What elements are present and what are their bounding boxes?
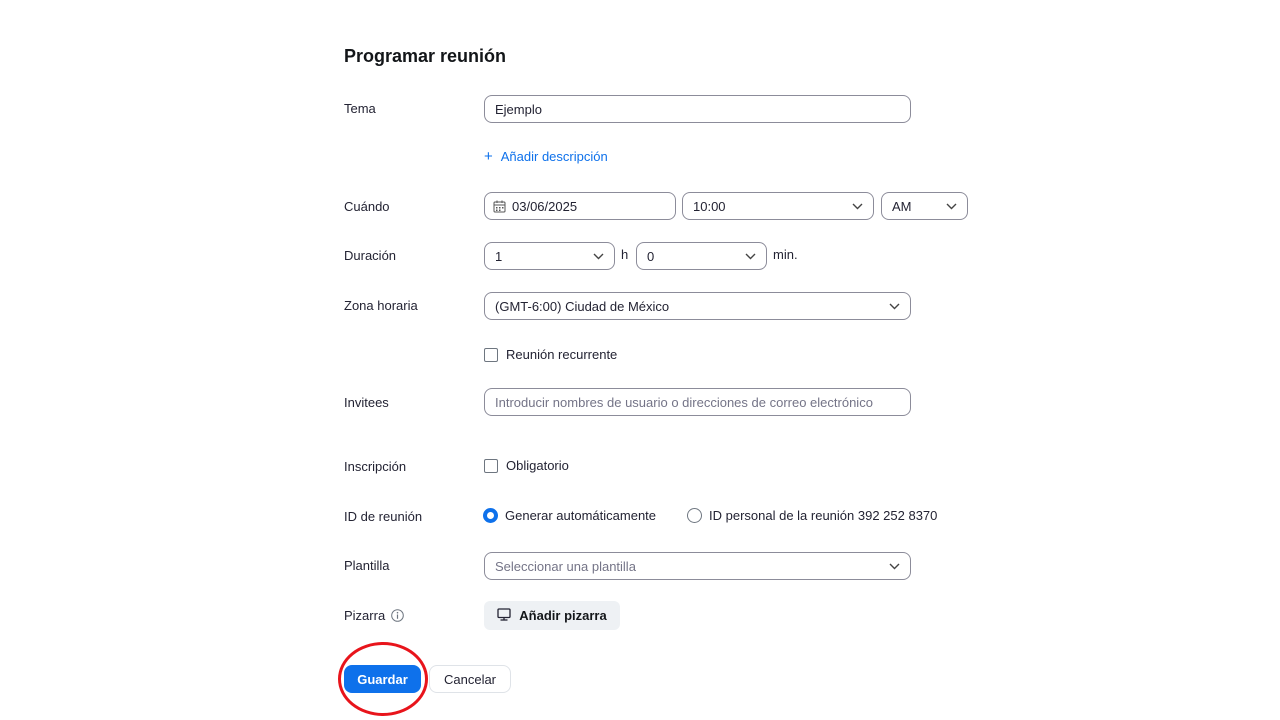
chevron-down-icon [945,200,957,212]
date-picker[interactable] [484,192,676,220]
registration-required-checkbox[interactable] [484,458,569,473]
invitees-placeholder: Introducir nombres de usuario o direcciones de correo electrónico [495,394,873,410]
topic-label: Tema [344,101,376,116]
minutes-unit: min. [773,247,798,262]
info-icon[interactable] [391,609,404,622]
add-description-label: Añadir descripción [500,149,608,164]
meeting-id-auto-label: Generar automáticamente [505,508,657,523]
invitees-input[interactable] [484,388,911,416]
duration-hours-value: 1 [495,248,503,264]
save-button[interactable]: Guardar [344,665,421,693]
whiteboard-label: Pizarra [344,608,386,623]
checkbox-box[interactable] [484,348,498,362]
add-whiteboard-button[interactable] [484,601,620,630]
template-label: Plantilla [344,558,390,573]
ampm-select[interactable] [881,192,968,220]
plus-icon: + [484,148,493,165]
radio-selected-icon[interactable] [483,508,498,523]
recurring-meeting-checkbox[interactable] [484,347,617,362]
add-description-link[interactable] [484,149,608,164]
when-label: Cuándo [344,199,390,214]
add-whiteboard-label: Añadir pizarra [519,608,607,623]
chevron-down-icon [888,300,900,312]
cancel-button[interactable]: Cancelar [429,665,511,693]
time-value: 10:00 [693,198,726,214]
meeting-id-personal-label: ID personal de la reunión 392 252 8370 [709,508,938,523]
timezone-label: Zona horaria [344,298,418,313]
chevron-down-icon [592,250,604,262]
meeting-id-personal-option[interactable] [687,508,937,523]
whiteboard-label-row [344,608,404,623]
template-select[interactable] [484,552,911,580]
time-select[interactable] [682,192,874,220]
hours-unit: h [621,247,629,262]
radio-unselected-icon[interactable] [687,508,702,523]
topic-input[interactable] [484,95,911,123]
chevron-down-icon [744,250,756,262]
page-title: Programar reunión [344,46,507,66]
chevron-down-icon [888,560,900,572]
duration-hours-select[interactable] [484,242,615,270]
timezone-select[interactable] [484,292,911,320]
date-value: 03/06/2025 [512,198,578,214]
registration-label: Inscripción [344,459,407,474]
duration-minutes-select[interactable] [636,242,767,270]
invitees-label: Invitees [344,395,389,410]
topic-value: Ejemplo [495,101,542,117]
checkbox-box[interactable] [484,459,498,473]
recurring-meeting-label: Reunión recurrente [506,347,618,362]
registration-required-label: Obligatorio [506,458,569,473]
timezone-value: (GMT-6:00) Ciudad de México [495,298,670,314]
whiteboard-icon [497,608,511,624]
template-placeholder: Seleccionar una plantilla [495,558,636,574]
meeting-id-label: ID de reunión [344,509,423,524]
ampm-value: AM [892,198,912,214]
duration-minutes-value: 0 [647,248,655,264]
duration-label: Duración [344,248,397,263]
chevron-down-icon [851,200,863,212]
meeting-id-auto-option[interactable] [483,508,656,523]
calendar-icon [493,199,507,213]
